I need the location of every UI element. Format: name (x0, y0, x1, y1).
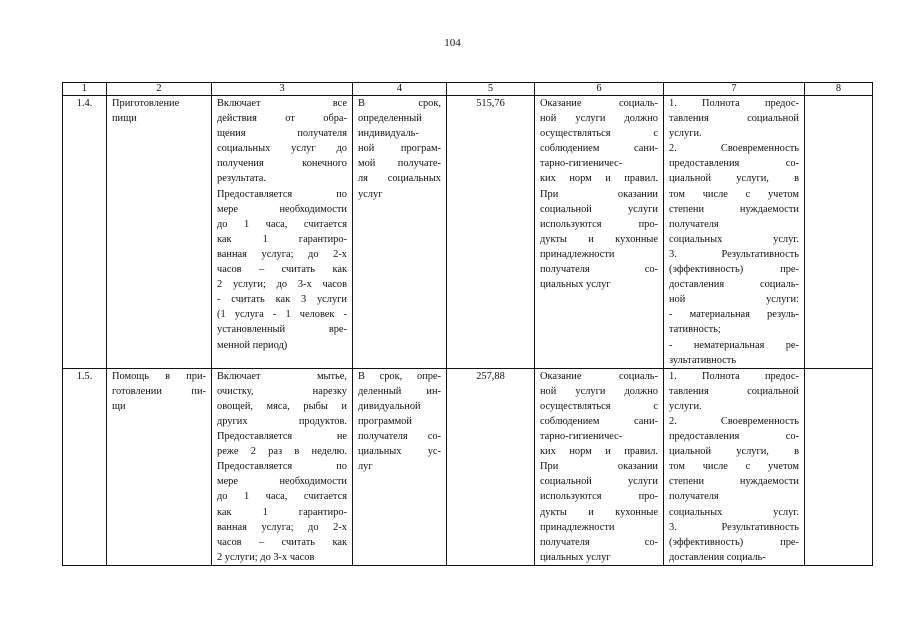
quality-indicators (664, 368, 805, 565)
text-line: принадлежности (540, 521, 615, 533)
column-number-3: 3 (212, 83, 353, 96)
text-line: социальной услуги (540, 476, 658, 488)
text-line: ванная услуга; до 2-х (217, 248, 347, 260)
text-line: получателя со- (358, 431, 441, 443)
table-row (63, 368, 873, 565)
service-term (353, 96, 447, 369)
text-line: дукты и кухонные (540, 233, 658, 245)
text-line: действия от обра- (217, 113, 347, 125)
text-line: услуги. (669, 400, 702, 412)
services-table (62, 82, 873, 566)
service-conditions (535, 368, 664, 565)
text-line: При оказании (540, 461, 658, 473)
text-line: Приготовление (112, 98, 180, 109)
text-line: циальной услуги, в (669, 446, 799, 458)
text-line: доставления социаль- (669, 551, 766, 563)
text-line: Включает все (217, 98, 347, 109)
text-line: осуществляться с (540, 128, 658, 140)
text-line: ной услуги должно (540, 385, 658, 397)
text-line: В срок, опре- (358, 370, 441, 382)
text-line: других продуктов. (217, 415, 347, 427)
text-line: степени нуждаемости (669, 476, 799, 488)
text-line: тарно-гигиеничес- (540, 431, 623, 443)
text-line: предоставления со- (669, 158, 799, 170)
text-line: циальных ус- (358, 446, 441, 458)
text-line: часов – считать как (217, 264, 347, 276)
text-line: социальных услуг до (217, 143, 347, 155)
text-line: ной услуги: (669, 294, 799, 306)
column-number-5: 5 (447, 83, 535, 96)
text-line: результата. (217, 173, 266, 185)
text-line: Оказание социаль- (540, 98, 658, 109)
service-conditions (535, 96, 664, 369)
text-line: очистку, нарезку (217, 385, 347, 397)
service-name (107, 368, 212, 565)
text-line: овощей, мяса, рыбы и (217, 400, 347, 412)
column-number-7: 7 (664, 83, 805, 96)
text-line: дукты и кухонные (540, 506, 658, 518)
text-line: 1. Полнота предос- (669, 370, 799, 382)
text-line: Помощь в при- (112, 370, 206, 382)
text-line: 2 услуги; до 3-х часов (217, 551, 315, 563)
service-price: 257,88 (447, 368, 535, 565)
text-line: 2. Своевременность (669, 415, 799, 427)
column-number-8: 8 (805, 83, 873, 96)
text-line: мере необходимости (217, 203, 347, 215)
text-line: социальной услуги (540, 203, 658, 215)
text-line: - материальная резуль- (669, 309, 799, 321)
text-line: При оказании (540, 188, 658, 200)
text-line: щения получателя (217, 128, 347, 140)
text-line: (эффективность) пре- (669, 264, 799, 276)
column-8-cell (805, 368, 873, 565)
text-line: Предоставляется по (217, 461, 347, 473)
text-line: соблюдением сани- (540, 143, 658, 155)
text-line: до 1 часа, считается (217, 491, 347, 503)
column-number-4: 4 (353, 83, 447, 96)
text-line: циальной услуги, в (669, 173, 799, 185)
text-line: готовлении пи- (112, 385, 206, 397)
text-line: деленный ин- (358, 385, 441, 397)
page-number: 104 (444, 37, 461, 49)
text-line: щи (112, 400, 126, 412)
text-line: - нематериальная ре- (669, 339, 799, 351)
text-line: пищи (112, 113, 137, 125)
text-line: - считать как 3 услуги (217, 294, 347, 306)
text-line: 2 услуги; до 3-х часов (217, 279, 347, 291)
text-line: Включает мытье, (217, 370, 347, 382)
text-line: принадлежности (540, 248, 615, 260)
text-line: программой (358, 415, 412, 427)
text-line: том числе с учетом (669, 461, 799, 473)
text-line: зультативность (669, 354, 737, 366)
text-line: соблюдением сани- (540, 415, 658, 427)
text-line: ной услуги должно (540, 113, 658, 125)
column-8-cell (805, 96, 873, 369)
text-line: Оказание социаль- (540, 370, 658, 382)
text-line: Предоставляется не (217, 431, 347, 443)
service-description (212, 368, 353, 565)
text-line: циальных услуг (540, 551, 611, 563)
text-line: используются про- (540, 218, 658, 230)
column-number-6: 6 (535, 83, 664, 96)
text-line: тарно-гигиеничес- (540, 158, 623, 170)
text-line: 3. Результативность (669, 521, 799, 533)
text-line: услуги. (669, 128, 702, 140)
text-line: социальных услуг. (669, 506, 799, 518)
text-line: получателя (669, 218, 719, 230)
text-line: ной програм- (358, 143, 441, 155)
text-line: ванная услуга; до 2-х (217, 521, 347, 533)
text-line: 2. Своевременность (669, 143, 799, 155)
text-line: мере необходимости (217, 476, 347, 488)
column-number-1: 1 (63, 83, 107, 96)
text-line: как 1 гарантиро- (217, 506, 347, 518)
text-line: осуществляться с (540, 400, 658, 412)
text-line: 1. Полнота предос- (669, 98, 799, 109)
text-line: получателя со- (540, 536, 658, 548)
text-line: получателя (669, 491, 719, 503)
text-line: ких норм и правил. (540, 173, 658, 185)
text-line: доставления социаль- (669, 279, 799, 291)
text-line: получения конечного (217, 158, 347, 170)
text-line: индивидуаль- (358, 128, 419, 140)
text-line: ких норм и правил. (540, 446, 658, 458)
text-line: менной период) (217, 339, 288, 351)
text-line: получателя со- (540, 264, 658, 276)
table-row (63, 96, 873, 369)
service-term (353, 368, 447, 565)
text-line: дивидуальной (358, 400, 421, 412)
text-line: до 1 часа, считается (217, 218, 347, 230)
service-price: 515,76 (447, 96, 535, 369)
text-line: (эффективность) пре- (669, 536, 799, 548)
text-line: предоставления со- (669, 431, 799, 443)
text-line: используются про- (540, 491, 658, 503)
text-line: социальных услуг. (669, 233, 799, 245)
text-line: том числе с учетом (669, 188, 799, 200)
row-number: 1.5. (63, 368, 107, 565)
text-line: тавления социальной (669, 113, 799, 125)
text-line: часов – считать как (217, 536, 347, 548)
text-line: установленный вре- (217, 324, 347, 336)
text-line: Предоставляется по (217, 188, 347, 200)
text-line: мой получате- (358, 158, 441, 170)
table-header-row (63, 83, 873, 96)
text-line: тативность; (669, 324, 721, 336)
quality-indicators (664, 96, 805, 369)
row-number: 1.4. (63, 96, 107, 369)
text-line: степени нуждаемости (669, 203, 799, 215)
text-line: как 1 гарантиро- (217, 233, 347, 245)
text-line: реже 2 раз в неделю. (217, 446, 347, 458)
column-number-2: 2 (107, 83, 212, 96)
text-line: луг (358, 461, 373, 473)
text-line: (1 услуга - 1 человек - (217, 309, 347, 321)
text-line: услуг (358, 188, 383, 200)
text-line: циальных услуг (540, 279, 611, 291)
text-line: ля социальных (358, 173, 441, 185)
text-line: тавления социальной (669, 385, 799, 397)
text-line: 3. Результативность (669, 248, 799, 260)
service-name (107, 96, 212, 369)
text-line: определенный (358, 113, 422, 125)
text-line: В срок, (358, 98, 441, 109)
service-description (212, 96, 353, 369)
